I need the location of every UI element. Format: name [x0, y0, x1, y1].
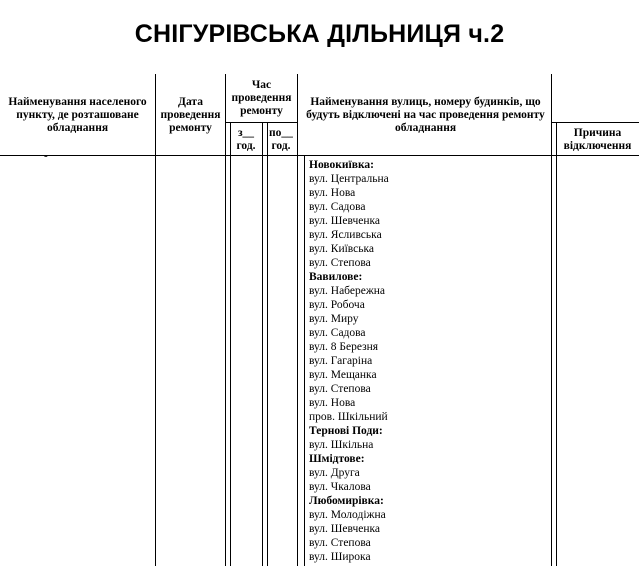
settlement-name: Шмідтове:: [309, 453, 365, 465]
street-item: вул. Садова: [309, 201, 366, 213]
street-item: вул. Шевченка: [309, 215, 381, 227]
header-to: по__ год.: [269, 127, 293, 152]
street-item: вул. Друга: [309, 467, 360, 479]
header-time: Час проведення ремонту: [231, 79, 292, 117]
settlement-name: Новокиївка:: [309, 159, 374, 171]
page-title: СНІГУРІВСЬКА ДІЛЬНИЦЯ ч.2: [134, 20, 505, 48]
street-item: вул. Ясливська: [309, 229, 382, 241]
street-item: вул. Київська: [309, 243, 375, 255]
street-item: вул. Нова: [309, 397, 356, 409]
street-item: вул. Степова: [309, 383, 371, 395]
settlement-name: Любомирівка:: [309, 495, 384, 507]
street-item: вул. Молодіжна: [309, 509, 386, 521]
street-item: вул. Широка: [309, 551, 371, 563]
table-border: [230, 122, 231, 566]
street-item: вул. 8 Березня: [309, 341, 379, 353]
street-list: [309, 158, 389, 564]
street-item: вул. Робоча: [309, 299, 365, 311]
street-item: вул. Миру: [309, 313, 359, 325]
header-streets: Найменування вулиць, номеру будинків, що будуть відключені на час проведення ремонту обладнання: [306, 96, 545, 134]
street-item: вул. Шевченка: [309, 523, 381, 535]
table-border: [556, 122, 557, 566]
street-item: вул. Шкільна: [309, 439, 374, 451]
street-item: вул. Центральна: [309, 173, 389, 185]
table-border: [0, 155, 639, 156]
street-item: вул. Степова: [309, 537, 371, 549]
row-marker: -: [44, 150, 48, 162]
table-border: [155, 74, 156, 566]
table-border: [551, 74, 552, 566]
table-border: [551, 122, 639, 123]
table-border: [267, 122, 268, 566]
street-item: вул. Чкалова: [309, 481, 371, 493]
street-item: пров. Шкільний: [309, 411, 388, 423]
header-reason: Причина відключення: [563, 127, 632, 152]
street-item: вул. Гагаріна: [309, 355, 373, 367]
table-border: [262, 122, 263, 566]
street-item: вул. Набережна: [309, 285, 386, 297]
header-from: з__ год.: [236, 127, 256, 152]
street-item: вул. Мещанка: [309, 369, 377, 381]
table-border: [225, 122, 297, 123]
street-item: вул. Степова: [309, 257, 371, 269]
header-date: Дата проведення ремонту: [160, 96, 221, 134]
street-item: вул. Нова: [309, 187, 356, 199]
header-settlement: Найменування населеного пункту, де розташоване обладнання: [8, 96, 147, 134]
settlement-name: Тернові Поди:: [309, 425, 383, 437]
table-border: [304, 155, 305, 566]
street-item: вул. Садова: [309, 327, 366, 339]
settlement-name: Вавилове:: [309, 271, 363, 283]
table-border: [225, 74, 226, 566]
